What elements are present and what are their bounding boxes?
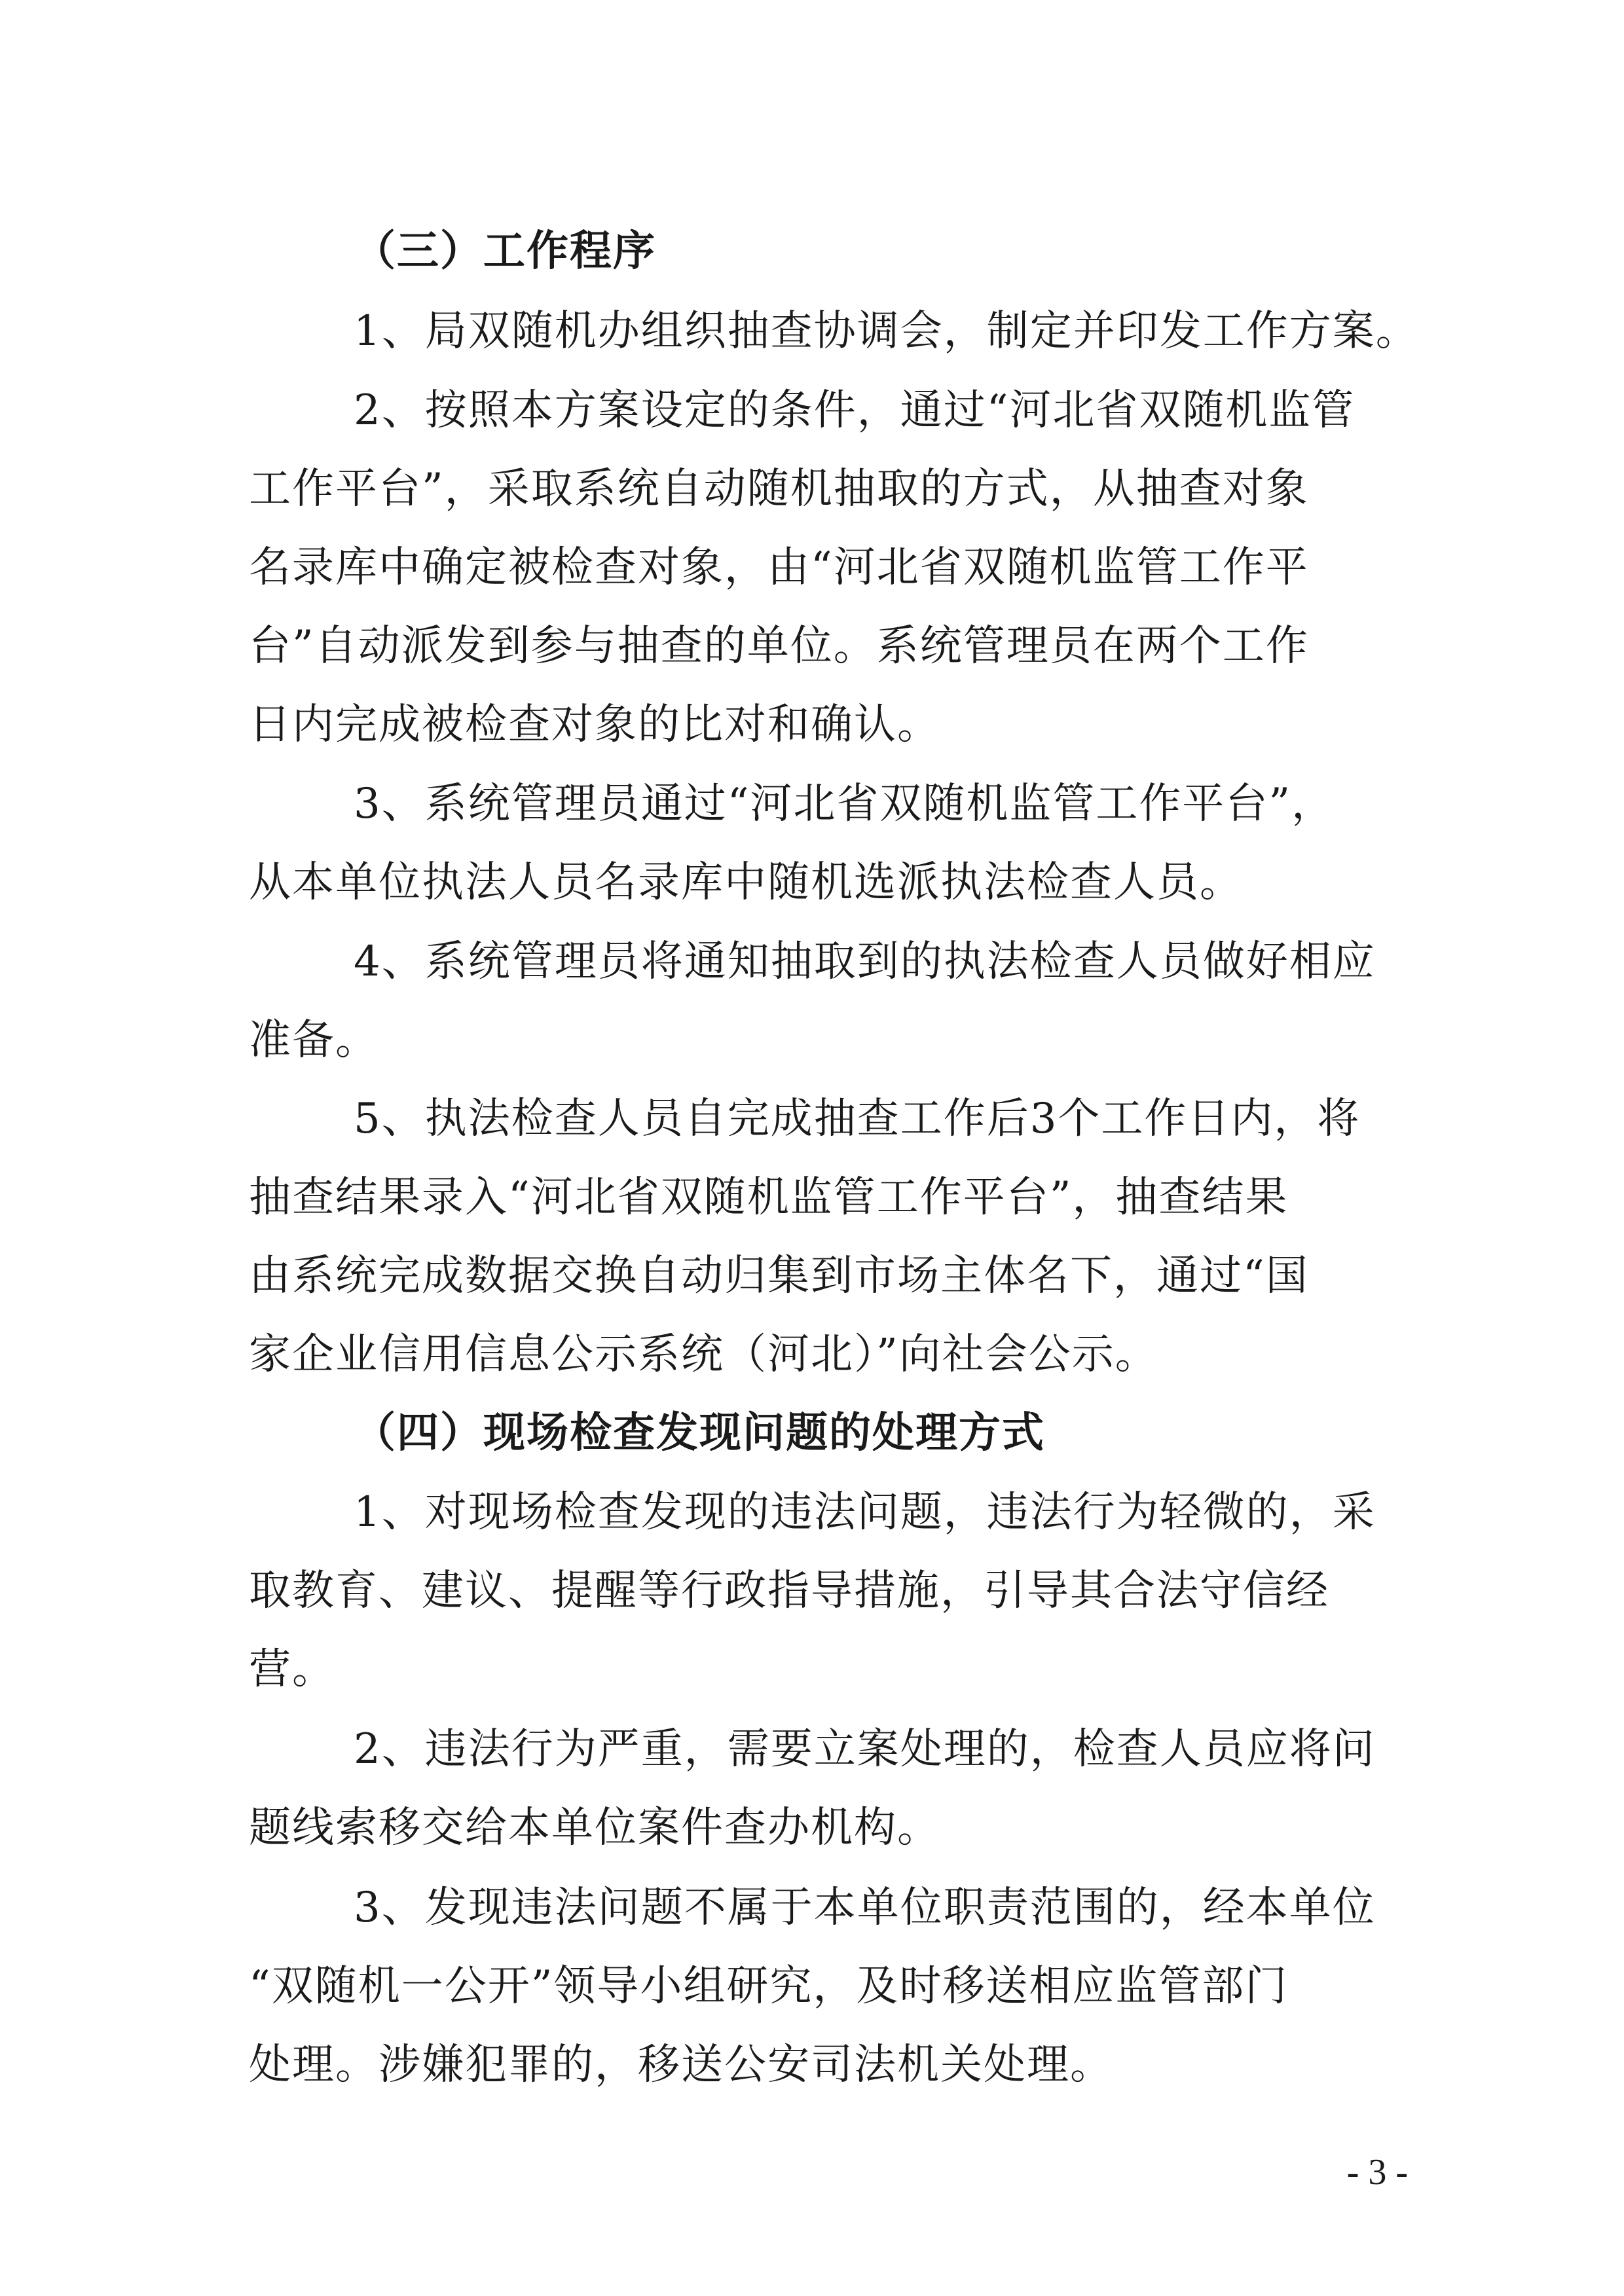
section-heading-4: （四）现场检查发现问题的处理方式: [354, 1408, 1045, 1457]
paragraph-line: 处理。涉嫌犯罪的，移送公安司法机关处理。: [249, 2041, 1113, 2089]
paragraph-line: 5、执法检查人员自完成抽查工作后3个工作日内，将: [354, 1095, 1361, 1143]
paragraph-line: 1、局双随机办组织抽查协调会，制定并印发工作方案。: [354, 307, 1419, 355]
paragraph-line: 抽查结果录入“河北省双随机监管工作平台”，抽查结果: [249, 1173, 1289, 1222]
paragraph-line: 取教育、建议、提醒等行政指导措施，引导其合法守信经: [249, 1567, 1329, 1615]
paragraph-line: 题线索移交给本单位案件查办机构。: [249, 1804, 940, 1852]
paragraph-line: 家企业信用信息公示系统（河北）”向社会公示。: [249, 1330, 1158, 1379]
page-number: - 3 -: [1346, 2152, 1408, 2193]
paragraph-line: 日内完成被检查对象的比对和确认。: [249, 701, 940, 749]
paragraph-line: 1、对现场检查发现的违法问题，违法行为轻微的，采: [354, 1488, 1376, 1537]
paragraph-line: 由系统完成数据交换自动归集到市场主体名下，通过“国: [249, 1252, 1309, 1300]
paragraph-line: 名录库中确定被检查对象，由“河北省双随机监管工作平: [249, 543, 1309, 592]
paragraph-line: 2、违法行为严重，需要立案处理的，检查人员应将问: [354, 1725, 1376, 1774]
paragraph-line: “双随机一公开”领导小组研究，及时移送相应监管部门: [249, 1962, 1289, 2011]
paragraph-line: 工作平台”，采取系统自动随机抽取的方式，从抽查对象: [249, 465, 1309, 513]
section-heading-3: （三）工作程序: [354, 227, 656, 276]
paragraph-line: 3、系统管理员通过“河北省双随机监管工作平台”，: [354, 780, 1335, 828]
paragraph-line: 准备。: [249, 1016, 378, 1065]
paragraph-line: 从本单位执法人员名录库中随机选派执法检查人员。: [249, 858, 1243, 907]
paragraph-line: 台”自动派发到参与抽查的单位。系统管理员在两个工作: [249, 622, 1309, 670]
paragraph-line: 2、按照本方案设定的条件，通过“河北省双随机监管: [354, 386, 1356, 435]
paragraph-line: 4、系统管理员将通知抽取到的执法检查人员做好相应: [354, 938, 1376, 986]
paragraph-line: 营。: [249, 1645, 335, 1694]
paragraph-line: 3、发现违法问题不属于本单位职责范围的，经本单位: [354, 1884, 1376, 1932]
